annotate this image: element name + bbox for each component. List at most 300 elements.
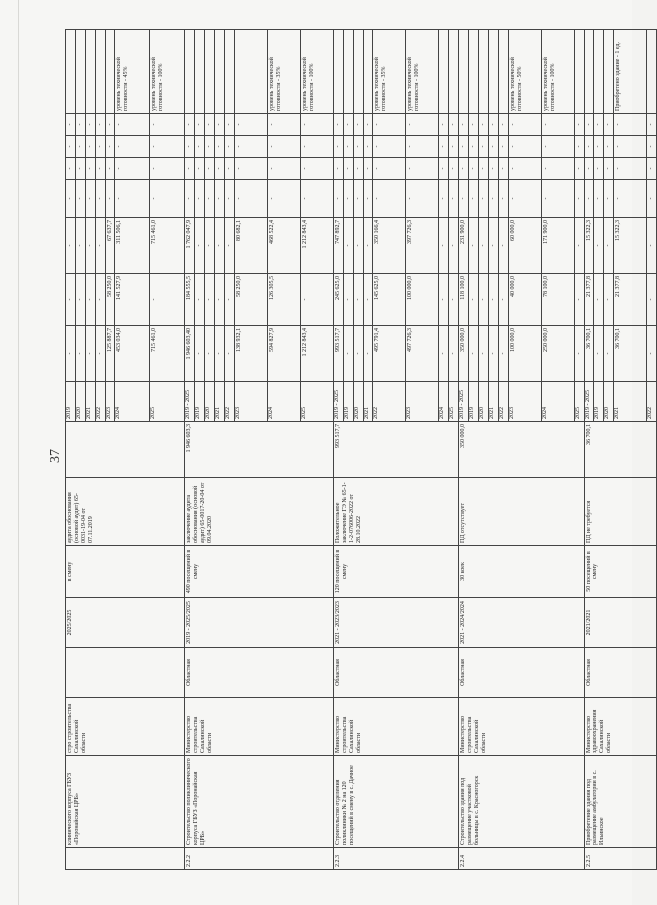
value-cell: -: [85, 136, 95, 158]
value-cell: -: [647, 114, 657, 136]
doc-cell: ПД отсутствует: [459, 478, 584, 546]
value-cell: -: [498, 180, 508, 218]
value-cell: -: [300, 114, 333, 136]
cost-cell: 36 700,1: [584, 422, 657, 478]
value-cell: -: [439, 326, 449, 382]
level-cell: Областная: [584, 648, 657, 698]
value-cell: -: [479, 218, 489, 274]
value-cell: 36 700,1: [614, 326, 647, 382]
value-cell: -: [205, 158, 215, 180]
value-cell: -: [406, 180, 439, 218]
value-cell: -: [508, 180, 541, 218]
value-cell: -: [439, 274, 449, 326]
value-cell: -: [594, 158, 604, 180]
object-name: клинического корпуса ГБУЗ «Поронайская ЦРБ»: [66, 756, 185, 848]
result-cell: Приобретено здание - 1 ед.: [614, 30, 647, 114]
value-cell: 138 932,1: [234, 326, 267, 382]
value-cell: -: [647, 158, 657, 180]
value-cell: 250 000,0: [541, 326, 574, 382]
value-cell: 350 166,4: [373, 218, 406, 274]
result-cell: [604, 30, 614, 114]
value-cell: -: [195, 274, 205, 326]
value-cell: -: [95, 158, 105, 180]
value-cell: -: [300, 158, 333, 180]
value-cell: -: [267, 180, 300, 218]
value-cell: -: [647, 274, 657, 326]
value-cell: 594 827,9: [267, 326, 300, 382]
year-cell: 2021: [488, 382, 498, 422]
value-cell: -: [195, 326, 205, 382]
value-cell: -: [647, 136, 657, 158]
value-cell: -: [225, 180, 235, 218]
power-cell: 50 посещений в смену: [584, 546, 657, 598]
value-cell: 126 305,5: [267, 274, 300, 326]
value-cell: -: [614, 136, 647, 158]
value-cell: -: [225, 158, 235, 180]
value-cell: 231 900,0: [459, 218, 469, 274]
result-cell: уровень технической готовности - 100%: [300, 30, 333, 114]
value-cell: -: [449, 326, 459, 382]
value-cell: -: [363, 114, 373, 136]
value-cell: -: [95, 180, 105, 218]
value-cell: -: [604, 218, 614, 274]
value-cell: 21 377,8: [584, 274, 594, 326]
year-cell: 2023: [406, 382, 439, 422]
value-cell: -: [185, 136, 195, 158]
value-cell: -: [604, 326, 614, 382]
value-cell: -: [363, 218, 373, 274]
value-cell: 468 522,4: [267, 218, 300, 274]
value-cell: -: [333, 114, 343, 136]
value-cell: -: [205, 218, 215, 274]
value-cell: -: [574, 274, 584, 326]
value-cell: -: [85, 218, 95, 274]
result-cell: [215, 30, 225, 114]
value-cell: -: [343, 180, 353, 218]
value-cell: 1 946 603,40: [185, 326, 195, 382]
value-cell: -: [300, 136, 333, 158]
value-cell: -: [66, 180, 76, 218]
value-cell: -: [439, 136, 449, 158]
value-cell: -: [604, 158, 614, 180]
power-cell: в смену: [66, 546, 185, 598]
value-cell: -: [363, 158, 373, 180]
value-cell: -: [353, 180, 363, 218]
year-cell: 2020: [75, 382, 85, 422]
value-cell: 171 900,0: [541, 218, 574, 274]
value-cell: 184 555,5: [185, 274, 195, 326]
object-name: Приобретение здания под размещение амбулатории в с. Ильинское: [584, 756, 657, 848]
value-cell: -: [363, 326, 373, 382]
value-cell: -: [439, 218, 449, 274]
doc-cell: Положительное заключение ГЭ № 65-1-1-2-076006-2022 от 28.10.2022: [333, 478, 458, 546]
year-cell: 2025: [574, 382, 584, 422]
value-cell: -: [343, 218, 353, 274]
result-cell: уровень технической готовности - 45%: [115, 30, 150, 114]
value-cell: -: [75, 158, 85, 180]
year-cell: 2022: [373, 382, 406, 422]
value-cell: -: [614, 180, 647, 218]
value-cell: -: [406, 158, 439, 180]
year-cell: 2019: [594, 382, 604, 422]
level-cell: [66, 648, 185, 698]
object-name: Строительство здания под размещение участковой больницы в с. Красногорск: [459, 756, 584, 848]
value-cell: -: [267, 136, 300, 158]
value-cell: -: [205, 274, 215, 326]
value-cell: -: [205, 326, 215, 382]
value-cell: -: [594, 136, 604, 158]
term-cell: 2021/2021: [584, 598, 657, 648]
value-cell: -: [459, 158, 469, 180]
result-cell: уровень технической готовности - 100%: [541, 30, 574, 114]
value-cell: -: [647, 180, 657, 218]
value-cell: 80 682,1: [234, 218, 267, 274]
value-cell: 715 461,0: [150, 326, 185, 382]
value-cell: -: [594, 274, 604, 326]
customer-cell: стро строительства Сахалинской области: [66, 698, 185, 756]
year-cell: 2023: [105, 382, 115, 422]
value-cell: -: [95, 274, 105, 326]
value-cell: -: [459, 180, 469, 218]
year-cell: 2023: [234, 382, 267, 422]
value-cell: 1 762 047,9: [185, 218, 195, 274]
value-cell: -: [215, 326, 225, 382]
value-cell: -: [85, 158, 95, 180]
value-cell: -: [449, 114, 459, 136]
value-cell: -: [234, 114, 267, 136]
rotated-table-container: [65, 30, 655, 870]
value-cell: -: [300, 274, 333, 326]
year-cell: 2019: [195, 382, 205, 422]
value-cell: -: [75, 326, 85, 382]
year-cell: 2021: [215, 382, 225, 422]
value-cell: -: [150, 114, 185, 136]
year-cell: 2022: [95, 382, 105, 422]
year-cell: 2021: [614, 382, 647, 422]
value-cell: -: [541, 114, 574, 136]
value-cell: 311 506,1: [115, 218, 150, 274]
value-cell: -: [234, 158, 267, 180]
value-cell: -: [215, 218, 225, 274]
value-cell: -: [353, 218, 363, 274]
value-cell: -: [343, 136, 353, 158]
value-cell: -: [150, 136, 185, 158]
year-cell: 2019 - 2025: [459, 382, 469, 422]
value-cell: -: [353, 274, 363, 326]
table-row: [584, 30, 594, 870]
result-cell: [498, 30, 508, 114]
value-cell: -: [479, 180, 489, 218]
year-cell: 2022: [225, 382, 235, 422]
value-cell: -: [498, 136, 508, 158]
result-cell: уровень технической готовности - 100%: [406, 30, 439, 114]
value-cell: -: [363, 274, 373, 326]
value-cell: -: [85, 326, 95, 382]
value-cell: 1 212 843,4: [300, 218, 333, 274]
value-cell: -: [75, 180, 85, 218]
value-cell: -: [105, 136, 115, 158]
term-cell: 2021 - 2023/2023: [333, 598, 458, 648]
row-number: 2.2.3: [333, 848, 458, 870]
row-number: 2.2.5: [584, 848, 657, 870]
value-cell: -: [66, 114, 76, 136]
year-cell: 2019: [66, 382, 76, 422]
value-cell: -: [469, 326, 479, 382]
level-cell: Областная: [459, 648, 584, 698]
value-cell: 145 625,0: [373, 274, 406, 326]
value-cell: -: [574, 218, 584, 274]
value-cell: -: [343, 326, 353, 382]
result-cell: [574, 30, 584, 114]
value-cell: 1 212 843,4: [300, 326, 333, 382]
result-cell: [105, 30, 115, 114]
value-cell: -: [614, 158, 647, 180]
value-cell: 60 000,0: [508, 218, 541, 274]
year-cell: 2022: [647, 382, 657, 422]
value-cell: -: [479, 114, 489, 136]
value-cell: -: [574, 136, 584, 158]
value-cell: -: [574, 326, 584, 382]
value-cell: -: [449, 180, 459, 218]
value-cell: -: [150, 180, 185, 218]
value-cell: -: [459, 114, 469, 136]
value-cell: -: [488, 136, 498, 158]
result-cell: [479, 30, 489, 114]
page-number: 37: [48, 449, 63, 463]
value-cell: -: [66, 218, 76, 274]
result-cell: [353, 30, 363, 114]
year-cell: 2025: [150, 382, 185, 422]
year-cell: 2019 - 2025: [185, 382, 195, 422]
value-cell: -: [479, 136, 489, 158]
value-cell: -: [185, 114, 195, 136]
num-cell: [66, 848, 185, 870]
result-cell: [469, 30, 479, 114]
value-cell: -: [604, 136, 614, 158]
value-cell: -: [508, 136, 541, 158]
result-cell: [75, 30, 85, 114]
value-cell: 245 625,0: [333, 274, 343, 326]
value-cell: 141 527,9: [115, 274, 150, 326]
value-cell: -: [215, 158, 225, 180]
year-cell: 2024: [541, 382, 574, 422]
value-cell: -: [267, 158, 300, 180]
result-cell: [459, 30, 469, 114]
value-cell: -: [614, 114, 647, 136]
value-cell: 78 100,0: [541, 274, 574, 326]
value-cell: -: [225, 326, 235, 382]
value-cell: -: [449, 158, 459, 180]
value-cell: 397 726,3: [406, 218, 439, 274]
value-cell: -: [215, 136, 225, 158]
value-cell: 993 517,7: [333, 326, 343, 382]
value-cell: -: [479, 326, 489, 382]
value-cell: -: [333, 180, 343, 218]
value-cell: -: [488, 326, 498, 382]
value-cell: 453 034,0: [115, 326, 150, 382]
result-cell: [647, 30, 657, 114]
value-cell: -: [541, 158, 574, 180]
cost-cell: 1 946 603,3: [185, 422, 333, 478]
value-cell: -: [195, 136, 205, 158]
value-cell: -: [594, 114, 604, 136]
year-cell: 2025: [300, 382, 333, 422]
value-cell: 125 887,7: [105, 326, 115, 382]
object-name: Строительство отделения поликлиники № 2 на 120 посещений в смену в с. Дачное: [333, 756, 458, 848]
result-cell: [449, 30, 459, 114]
value-cell: -: [584, 158, 594, 180]
table-row: [66, 30, 76, 870]
value-cell: -: [85, 114, 95, 136]
value-cell: -: [75, 136, 85, 158]
table-row: [333, 30, 343, 870]
value-cell: -: [584, 180, 594, 218]
value-cell: -: [488, 114, 498, 136]
value-cell: -: [85, 274, 95, 326]
year-cell: 2020: [205, 382, 215, 422]
value-cell: -: [469, 218, 479, 274]
cost-cell: 993 517,7: [333, 422, 458, 478]
value-cell: -: [488, 180, 498, 218]
result-cell: [185, 30, 195, 114]
value-cell: -: [469, 180, 479, 218]
value-cell: -: [343, 114, 353, 136]
value-cell: -: [498, 326, 508, 382]
result-cell: [584, 30, 594, 114]
value-cell: 495 791,4: [373, 326, 406, 382]
value-cell: -: [498, 274, 508, 326]
value-cell: -: [66, 158, 76, 180]
year-cell: 2023: [508, 382, 541, 422]
value-cell: -: [469, 274, 479, 326]
year-cell: 2024: [439, 382, 449, 422]
doc-cell: заключение аудита обоснования (основой аудит) 65-0017-20-04 от 09.04.2020: [185, 478, 333, 546]
result-cell: [85, 30, 95, 114]
power-cell: 120 посещений в смену: [333, 546, 458, 598]
term-cell: 2025/2025: [66, 598, 185, 648]
result-cell: уровень технической готовности - 35%: [267, 30, 300, 114]
year-cell: 2020: [479, 382, 489, 422]
value-cell: -: [373, 158, 406, 180]
table-row: [185, 30, 195, 870]
year-cell: 2020: [353, 382, 363, 422]
value-cell: -: [469, 114, 479, 136]
value-cell: -: [604, 274, 614, 326]
value-cell: -: [150, 158, 185, 180]
value-cell: 715 461,0: [150, 218, 185, 274]
value-cell: -: [373, 136, 406, 158]
value-cell: -: [353, 326, 363, 382]
value-cell: 747 892,7: [333, 218, 343, 274]
term-cell: 2021 - 2024/2024: [459, 598, 584, 648]
result-cell: [66, 30, 76, 114]
value-cell: -: [105, 180, 115, 218]
year-cell: 2024: [115, 382, 150, 422]
doc-cell: ПД не требуется: [584, 478, 657, 546]
value-cell: -: [234, 180, 267, 218]
value-cell: -: [353, 114, 363, 136]
value-cell: 15 322,3: [584, 218, 594, 274]
value-cell: -: [498, 218, 508, 274]
value-cell: 58 250,0: [234, 274, 267, 326]
value-cell: -: [439, 180, 449, 218]
year-cell: 2024: [267, 382, 300, 422]
value-cell: 100 000,0: [508, 326, 541, 382]
customer-cell: Министерство здравоохранения Сахалинской области: [584, 698, 657, 756]
value-cell: -: [498, 158, 508, 180]
value-cell: -: [185, 158, 195, 180]
value-cell: -: [225, 274, 235, 326]
value-cell: -: [205, 136, 215, 158]
year-cell: 2021: [363, 382, 373, 422]
value-cell: -: [95, 218, 105, 274]
value-cell: 100 000,0: [406, 274, 439, 326]
cost-cell: 350 000,0: [459, 422, 584, 478]
value-cell: -: [115, 136, 150, 158]
result-cell: [95, 30, 105, 114]
value-cell: -: [115, 180, 150, 218]
value-cell: -: [195, 180, 205, 218]
value-cell: -: [215, 274, 225, 326]
value-cell: -: [85, 180, 95, 218]
result-cell: [363, 30, 373, 114]
value-cell: -: [574, 114, 584, 136]
value-cell: -: [459, 136, 469, 158]
value-cell: 118 100,0: [459, 274, 469, 326]
value-cell: -: [150, 274, 185, 326]
value-cell: -: [66, 326, 76, 382]
power-cell: 30 коек: [459, 546, 584, 598]
power-cell: 490 посещений в смену: [185, 546, 333, 598]
result-cell: уровень технической готовности - 100%: [150, 30, 185, 114]
value-cell: -: [406, 136, 439, 158]
value-cell: -: [66, 136, 76, 158]
value-cell: -: [215, 180, 225, 218]
value-cell: -: [105, 158, 115, 180]
value-cell: -: [541, 180, 574, 218]
result-cell: [343, 30, 353, 114]
value-cell: -: [584, 136, 594, 158]
value-cell: -: [66, 274, 76, 326]
table-body: [66, 30, 657, 870]
year-cell: 2019: [343, 382, 353, 422]
value-cell: -: [95, 114, 105, 136]
value-cell: -: [439, 158, 449, 180]
result-cell: уровень технической готовности - 35%: [373, 30, 406, 114]
value-cell: -: [647, 326, 657, 382]
value-cell: -: [363, 180, 373, 218]
level-cell: Областная: [333, 648, 458, 698]
value-cell: -: [449, 136, 459, 158]
value-cell: -: [75, 218, 85, 274]
value-cell: -: [75, 274, 85, 326]
value-cell: -: [115, 114, 150, 136]
value-cell: -: [267, 114, 300, 136]
value-cell: -: [95, 326, 105, 382]
value-cell: 497 726,3: [406, 326, 439, 382]
value-cell: -: [225, 218, 235, 274]
value-cell: 350 000,0: [459, 326, 469, 382]
value-cell: -: [594, 218, 604, 274]
value-cell: -: [584, 114, 594, 136]
value-cell: 58 250,0: [105, 274, 115, 326]
value-cell: -: [449, 274, 459, 326]
value-cell: -: [488, 158, 498, 180]
value-cell: -: [75, 114, 85, 136]
value-cell: -: [333, 136, 343, 158]
value-cell: -: [479, 274, 489, 326]
value-cell: -: [195, 114, 205, 136]
